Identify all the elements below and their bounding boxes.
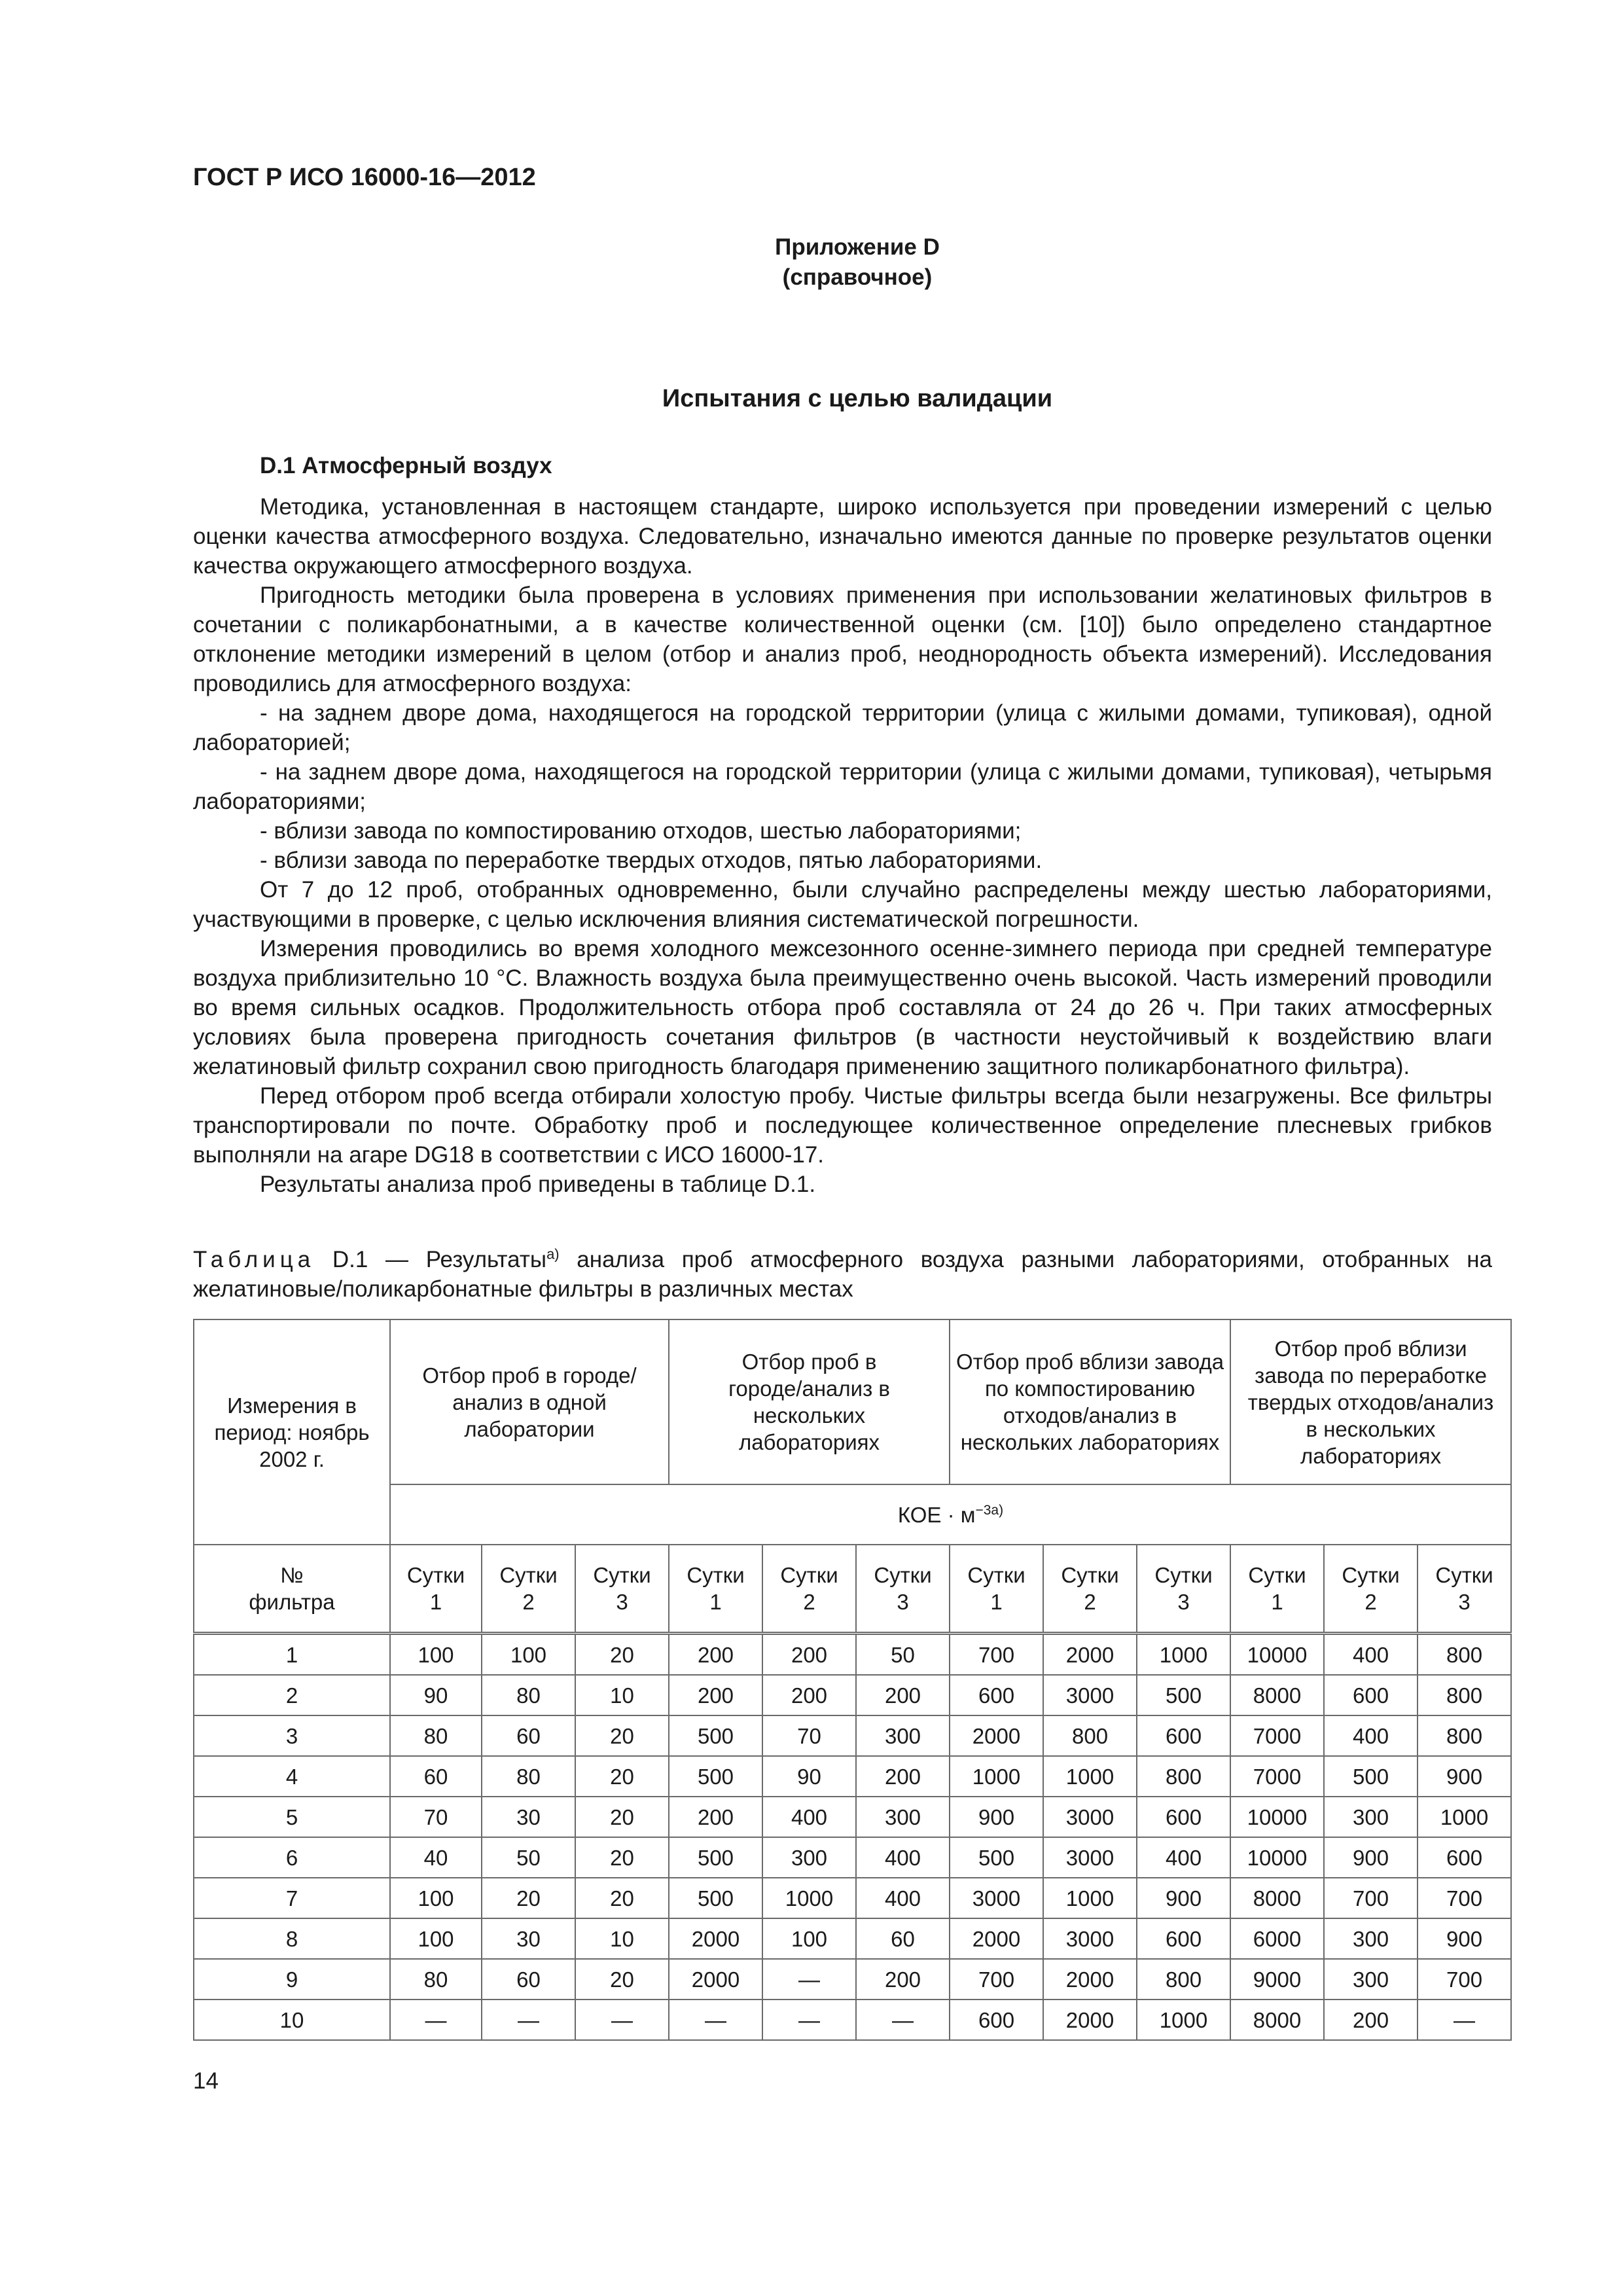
filter-number-cell: 6: [194, 1837, 390, 1878]
value-cell: 1000: [762, 1878, 856, 1918]
value-cell: 500: [669, 1837, 762, 1878]
page-number: 14: [193, 2068, 219, 2094]
value-cell: 500: [669, 1878, 762, 1918]
value-cell: 8000: [1230, 1675, 1324, 1715]
paragraph: От 7 до 12 проб, отобранных одновременно, были случайно распределены между шестью лабораториями, участвующими в проверке, с целью исключения влияния систематической погрешности.: [193, 877, 1492, 932]
table-row: [194, 1756, 1511, 1797]
value-cell: 400: [856, 1878, 950, 1918]
value-cell: 800: [1137, 1756, 1230, 1797]
value-cell: 3000: [1043, 1797, 1137, 1837]
value-cell: 70: [390, 1797, 482, 1837]
day-header: Сутки 1: [1230, 1545, 1324, 1634]
value-cell: 3000: [1043, 1837, 1137, 1878]
value-cell: 100: [390, 1918, 482, 1959]
value-cell: —: [390, 2000, 482, 2040]
unit-header: КОЕ · $м^{-3а)}$: [390, 1484, 1511, 1545]
value-cell: 7000: [1230, 1756, 1324, 1797]
day-header: Сутки 1: [950, 1545, 1043, 1634]
table-row: [194, 1715, 1511, 1756]
value-cell: 1000: [950, 1756, 1043, 1797]
paragraph: Измерения проводились во время холодного межсезонного осенне-зимнего периода при средней температуре воздуха приблизительно 10 °С. Влажность воздуха была преимущественно очень высокой. Часть измерений проводили во время сильных осадков. Продолжительность отбора проб составляла от 24 до 26 ч. При таких атмосферных условиях была проверена пригодность сочетания фильтров (в частности неустойчивый к воздействию влаги желатиновый фильтр сохранил свою пригодность благодаря применению защитного поликарбонатного фильтра).: [193, 936, 1492, 1079]
table-row: [194, 1675, 1511, 1715]
value-cell: 300: [762, 1837, 856, 1878]
value-cell: 600: [950, 2000, 1043, 2040]
value-cell: 300: [1324, 1959, 1418, 2000]
value-cell: 8000: [1230, 1878, 1324, 1918]
paragraph: Методика, установленная в настоящем стандарте, широко используется при проведении измерений с целью оценки качества атмосферного воздуха. Следовательно, изначально имеются данные по проверке результатов оценки качества окружающего атмосферного воздуха.: [193, 494, 1492, 579]
annex-heading: [0, 232, 1623, 293]
value-cell: —: [856, 2000, 950, 2040]
value-cell: 8000: [1230, 2000, 1324, 2040]
table-caption-footnote-mark: а): [546, 1246, 560, 1263]
value-cell: 3000: [950, 1878, 1043, 1918]
value-cell: 70: [762, 1715, 856, 1756]
value-cell: 200: [669, 1675, 762, 1715]
value-cell: 200: [856, 1675, 950, 1715]
section-heading: D.1 Атмосферный воздух: [260, 453, 552, 478]
table-caption-text: — Результаты: [368, 1247, 547, 1272]
day-header: Сутки 3: [856, 1545, 950, 1634]
value-cell: 7000: [1230, 1715, 1324, 1756]
value-cell: 400: [1324, 1634, 1418, 1676]
value-cell: 700: [950, 1959, 1043, 2000]
value-cell: 30: [482, 1918, 575, 1959]
annex-title: Приложение D: [775, 234, 940, 260]
day-header: Сутки 3: [1418, 1545, 1511, 1634]
value-cell: 80: [390, 1715, 482, 1756]
paragraph: Перед отбором проб всегда отбирали холостую пробу. Чистые фильтры всегда были незагружены. Все фильтры транспортировали по почте. Обработку проб и последующее количественное определение плесневых грибков выполняли на агаре DG18 в соответствии с ИСО 16000-17.: [193, 1083, 1492, 1168]
value-cell: 50: [856, 1634, 950, 1676]
day-header: Сутки 2: [1043, 1545, 1137, 1634]
value-cell: 90: [390, 1675, 482, 1715]
table-caption-label: Таблица: [193, 1247, 315, 1272]
value-cell: 600: [1418, 1837, 1511, 1878]
value-cell: 900: [1137, 1878, 1230, 1918]
value-cell: —: [575, 2000, 669, 2040]
value-cell: 200: [856, 1959, 950, 2000]
value-cell: 200: [1324, 2000, 1418, 2040]
value-cell: 10: [575, 1675, 669, 1715]
value-cell: 1000: [1137, 2000, 1230, 2040]
day-header: Сутки 1: [390, 1545, 482, 1634]
value-cell: 600: [1324, 1675, 1418, 1715]
table-row: [194, 1918, 1511, 1959]
value-cell: 20: [575, 1878, 669, 1918]
value-cell: 700: [1418, 1959, 1511, 2000]
body-text: [193, 492, 1492, 1199]
period-header: Измерения в период: ноябрь 2002 г.: [194, 1319, 390, 1545]
value-cell: —: [762, 2000, 856, 2040]
filter-number-cell: 7: [194, 1878, 390, 1918]
value-cell: 20: [575, 1634, 669, 1676]
table-caption: [193, 1245, 1492, 1304]
value-cell: 3000: [1043, 1918, 1137, 1959]
value-cell: 40: [390, 1837, 482, 1878]
value-cell: 300: [1324, 1918, 1418, 1959]
paragraph: Результаты анализа проб приведены в таблице D.1.: [260, 1172, 816, 1197]
value-cell: 2000: [950, 1918, 1043, 1959]
value-cell: 100: [390, 1878, 482, 1918]
value-cell: 100: [482, 1634, 575, 1676]
table-caption-text-continued: анализа проб атмосферного воздуха разными лабораториями, отобранных на желатиновые/поликарбонатные фильтры в различных местах: [193, 1247, 1492, 1302]
value-cell: 1000: [1418, 1797, 1511, 1837]
value-cell: —: [1418, 2000, 1511, 2040]
value-cell: 800: [1043, 1715, 1137, 1756]
value-cell: 800: [1137, 1959, 1230, 2000]
value-cell: 60: [482, 1959, 575, 2000]
value-cell: 300: [856, 1797, 950, 1837]
value-cell: 600: [950, 1675, 1043, 1715]
value-cell: 500: [1137, 1675, 1230, 1715]
value-cell: 20: [575, 1837, 669, 1878]
list-item: - на заднем дворе дома, находящегося на городской территории (улица с жилыми домами, тупиковая), одной лабораторией;: [193, 700, 1492, 755]
table-body: [194, 1634, 1511, 2041]
value-cell: 2000: [669, 1918, 762, 1959]
value-cell: 80: [390, 1959, 482, 2000]
value-cell: 400: [762, 1797, 856, 1837]
value-cell: 300: [856, 1715, 950, 1756]
value-cell: 700: [950, 1634, 1043, 1676]
document-header: ГОСТ Р ИСО 16000-16—2012: [193, 164, 536, 191]
value-cell: —: [669, 2000, 762, 2040]
filter-number-header: № фильтра: [194, 1545, 390, 1634]
filter-number-cell: 5: [194, 1797, 390, 1837]
value-cell: 6000: [1230, 1918, 1324, 1959]
value-cell: 400: [1324, 1715, 1418, 1756]
value-cell: 200: [762, 1675, 856, 1715]
value-cell: 1000: [1043, 1878, 1137, 1918]
filter-number-cell: 1: [194, 1634, 390, 1676]
value-cell: 500: [669, 1715, 762, 1756]
value-cell: 2000: [669, 1959, 762, 2000]
table-row: [194, 1878, 1511, 1918]
value-cell: 200: [669, 1797, 762, 1837]
value-cell: 200: [856, 1756, 950, 1797]
results-table: [193, 1319, 1512, 2041]
value-cell: 20: [575, 1797, 669, 1837]
day-header: Сутки 3: [1137, 1545, 1230, 1634]
group-header: Отбор проб вблизи завода по компостированию отходов/анализ в нескольких лабораториях: [950, 1319, 1230, 1484]
day-header: Сутки 2: [1324, 1545, 1418, 1634]
value-cell: 60: [390, 1756, 482, 1797]
day-header: Сутки 3: [575, 1545, 669, 1634]
value-cell: 50: [482, 1837, 575, 1878]
value-cell: 400: [856, 1837, 950, 1878]
list-item: - на заднем дворе дома, находящегося на городской территории (улица с жилыми домами, тупиковая), четырьмя лабораториями;: [193, 759, 1492, 814]
table-row: [194, 1837, 1511, 1878]
value-cell: 20: [482, 1878, 575, 1918]
value-cell: 2000: [1043, 1959, 1137, 2000]
group-header: Отбор проб вблизи завода по переработке твердых отходов/анализ в нескольких лабораториях: [1230, 1319, 1511, 1484]
value-cell: 80: [482, 1675, 575, 1715]
value-cell: 600: [1137, 1797, 1230, 1837]
value-cell: 10: [575, 1918, 669, 1959]
value-cell: 300: [1324, 1797, 1418, 1837]
value-cell: 400: [1137, 1837, 1230, 1878]
group-header: Отбор проб в городе/анализ в нескольких лабораториях: [669, 1319, 950, 1484]
value-cell: 700: [1418, 1878, 1511, 1918]
value-cell: 900: [1418, 1756, 1511, 1797]
value-cell: 600: [1137, 1715, 1230, 1756]
value-cell: 10000: [1230, 1797, 1324, 1837]
table-row: [194, 1959, 1511, 2000]
value-cell: 600: [1137, 1918, 1230, 1959]
value-cell: 20: [575, 1959, 669, 2000]
value-cell: —: [762, 1959, 856, 2000]
filter-number-cell: 9: [194, 1959, 390, 2000]
value-cell: 800: [1418, 1634, 1511, 1676]
value-cell: 900: [1418, 1918, 1511, 1959]
day-header: Сутки 2: [762, 1545, 856, 1634]
value-cell: 1000: [1137, 1634, 1230, 1676]
value-cell: 500: [950, 1837, 1043, 1878]
annex-main-title: Испытания с целью валидации: [662, 385, 1053, 412]
value-cell: 800: [1418, 1715, 1511, 1756]
value-cell: 30: [482, 1797, 575, 1837]
filter-number-cell: 3: [194, 1715, 390, 1756]
list-item: - вблизи завода по компостированию отходов, шестью лабораториями;: [260, 818, 1022, 844]
value-cell: 2000: [1043, 2000, 1137, 2040]
value-cell: 1000: [1043, 1756, 1137, 1797]
group-header: Отбор проб в городе/анализ в одной лаборатории: [390, 1319, 669, 1484]
annex-type: (справочное): [782, 264, 933, 290]
value-cell: 20: [575, 1756, 669, 1797]
value-cell: 9000: [1230, 1959, 1324, 2000]
paragraph: Пригодность методики была проверена в условиях применения при использовании желатиновых фильтров в сочетании с поликарбонатными, а в качестве количественной оценки (см. [10]) было определено стандартное отклонение методики измерений в целом (отбор и анализ проб, неоднородность объекта измерений). Исследования проводились для атмосферного воздуха:: [193, 583, 1492, 696]
value-cell: 100: [762, 1918, 856, 1959]
value-cell: 200: [669, 1634, 762, 1676]
value-cell: 500: [669, 1756, 762, 1797]
value-cell: 2000: [1043, 1634, 1137, 1676]
value-cell: 900: [950, 1797, 1043, 1837]
day-header: Сутки 1: [669, 1545, 762, 1634]
table-row: [194, 1797, 1511, 1837]
value-cell: 500: [1324, 1756, 1418, 1797]
value-cell: 3000: [1043, 1675, 1137, 1715]
value-cell: 60: [856, 1918, 950, 1959]
value-cell: 90: [762, 1756, 856, 1797]
value-cell: 800: [1418, 1675, 1511, 1715]
value-cell: 100: [390, 1634, 482, 1676]
filter-number-cell: 2: [194, 1675, 390, 1715]
list-item: - вблизи завода по переработке твердых отходов, пятью лабораториями.: [260, 848, 1043, 873]
value-cell: 700: [1324, 1878, 1418, 1918]
table-row: [194, 2000, 1511, 2040]
value-cell: 80: [482, 1756, 575, 1797]
table-caption-number: D.1: [332, 1247, 368, 1272]
filter-number-cell: 10: [194, 2000, 390, 2040]
value-cell: 60: [482, 1715, 575, 1756]
value-cell: 2000: [950, 1715, 1043, 1756]
value-cell: 200: [762, 1634, 856, 1676]
filter-number-cell: 4: [194, 1756, 390, 1797]
value-cell: 20: [575, 1715, 669, 1756]
filter-number-cell: 8: [194, 1918, 390, 1959]
value-cell: 10000: [1230, 1634, 1324, 1676]
value-cell: —: [482, 2000, 575, 2040]
value-cell: 10000: [1230, 1837, 1324, 1878]
value-cell: 900: [1324, 1837, 1418, 1878]
table-row: [194, 1634, 1511, 1676]
day-header: Сутки 2: [482, 1545, 575, 1634]
